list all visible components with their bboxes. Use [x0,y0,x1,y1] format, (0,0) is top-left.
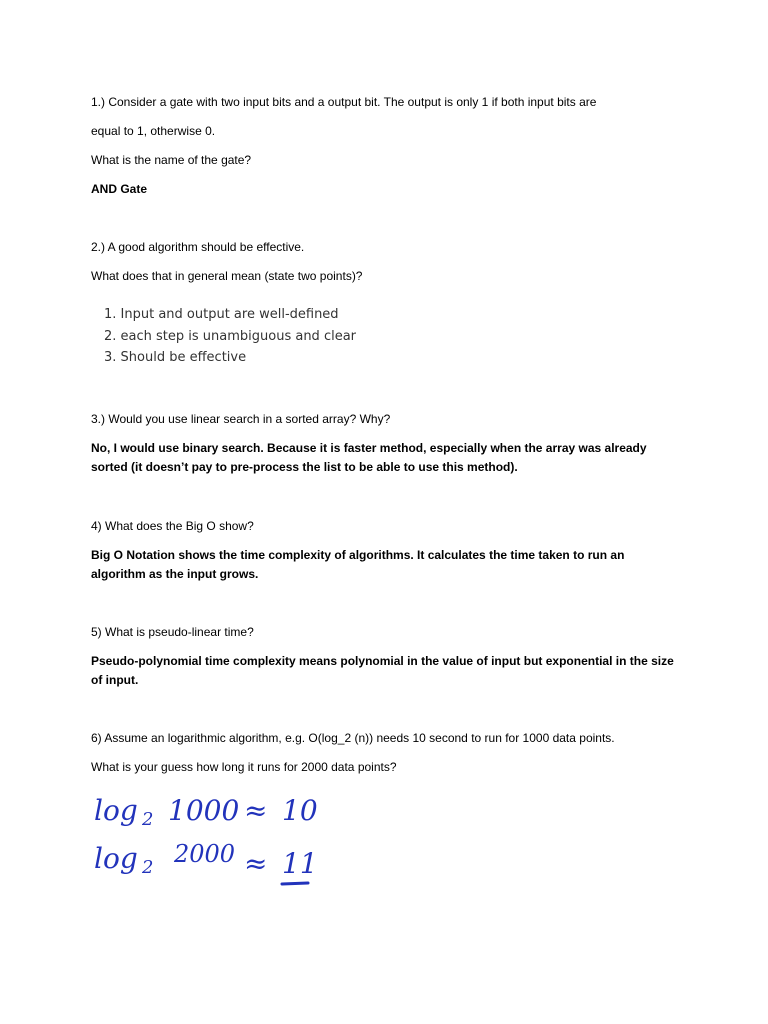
q5-answer: Pseudo-polynomial time complexity means polynomial in the value of input but exponential in the size of input. [91,654,674,687]
hw-n-2: 2000 [174,840,236,868]
hw-underline [282,883,308,884]
hw-result-2: 11 [282,847,318,880]
q4-question: 4) What does the Big O show? [91,519,254,533]
q3-answer: No, I would use binary search. Because it is faster method, especially when the array was already sorted (it doesn’t pay to pre-process the list to be able to use this method). [91,441,647,474]
q2-answer-list [104,304,356,369]
hw-log-2: log [94,842,138,875]
handwritten-answer [86,780,346,895]
hw-approx-1: ≈ [244,794,268,827]
q2-line1: 2.) A good algorithm should be effective. [91,240,305,254]
handwritten-line-2 [94,840,318,880]
q1-line1: 1.) Consider a gate with two input bits and a output bit. The output is only 1 if both input bits are [91,95,597,109]
hw-base-2: 2 [142,857,154,878]
q4-answer: Big O Notation shows the time complexity of algorithms. It calculates the time taken to run an algorithm as the input grows. [91,548,625,581]
list-item: 2. each step is unambiguous and clear [104,328,357,344]
hw-result-1: 10 [282,794,318,827]
q5-question: 5) What is pseudo-linear time? [91,625,254,639]
q1-question: What is the name of the gate? [91,153,252,167]
hw-log-1: log [94,794,138,827]
q1-answer: AND Gate [91,182,148,196]
q3-question: 3.) Would you use linear search in a sorted array? Why? [91,412,391,426]
handwritten-line-1 [94,794,318,830]
hw-base-1: 2 [142,809,154,830]
hw-approx-2: ≈ [244,847,268,880]
q6-question: What is your guess how long it runs for 2000 data points? [91,760,397,774]
hw-n-1: 1000 [168,794,240,827]
q6-line1: 6) Assume an logarithmic algorithm, e.g. O(log_2 (n)) needs 10 second to run for 1000 data points. [91,731,615,745]
q1-line2: equal to 1, otherwise 0. [91,124,216,138]
q2-question: What does that in general mean (state two points)? [91,269,363,283]
list-item: 1. Input and output are well-defined [104,307,339,322]
list-item: 3. Should be effective [104,350,247,365]
